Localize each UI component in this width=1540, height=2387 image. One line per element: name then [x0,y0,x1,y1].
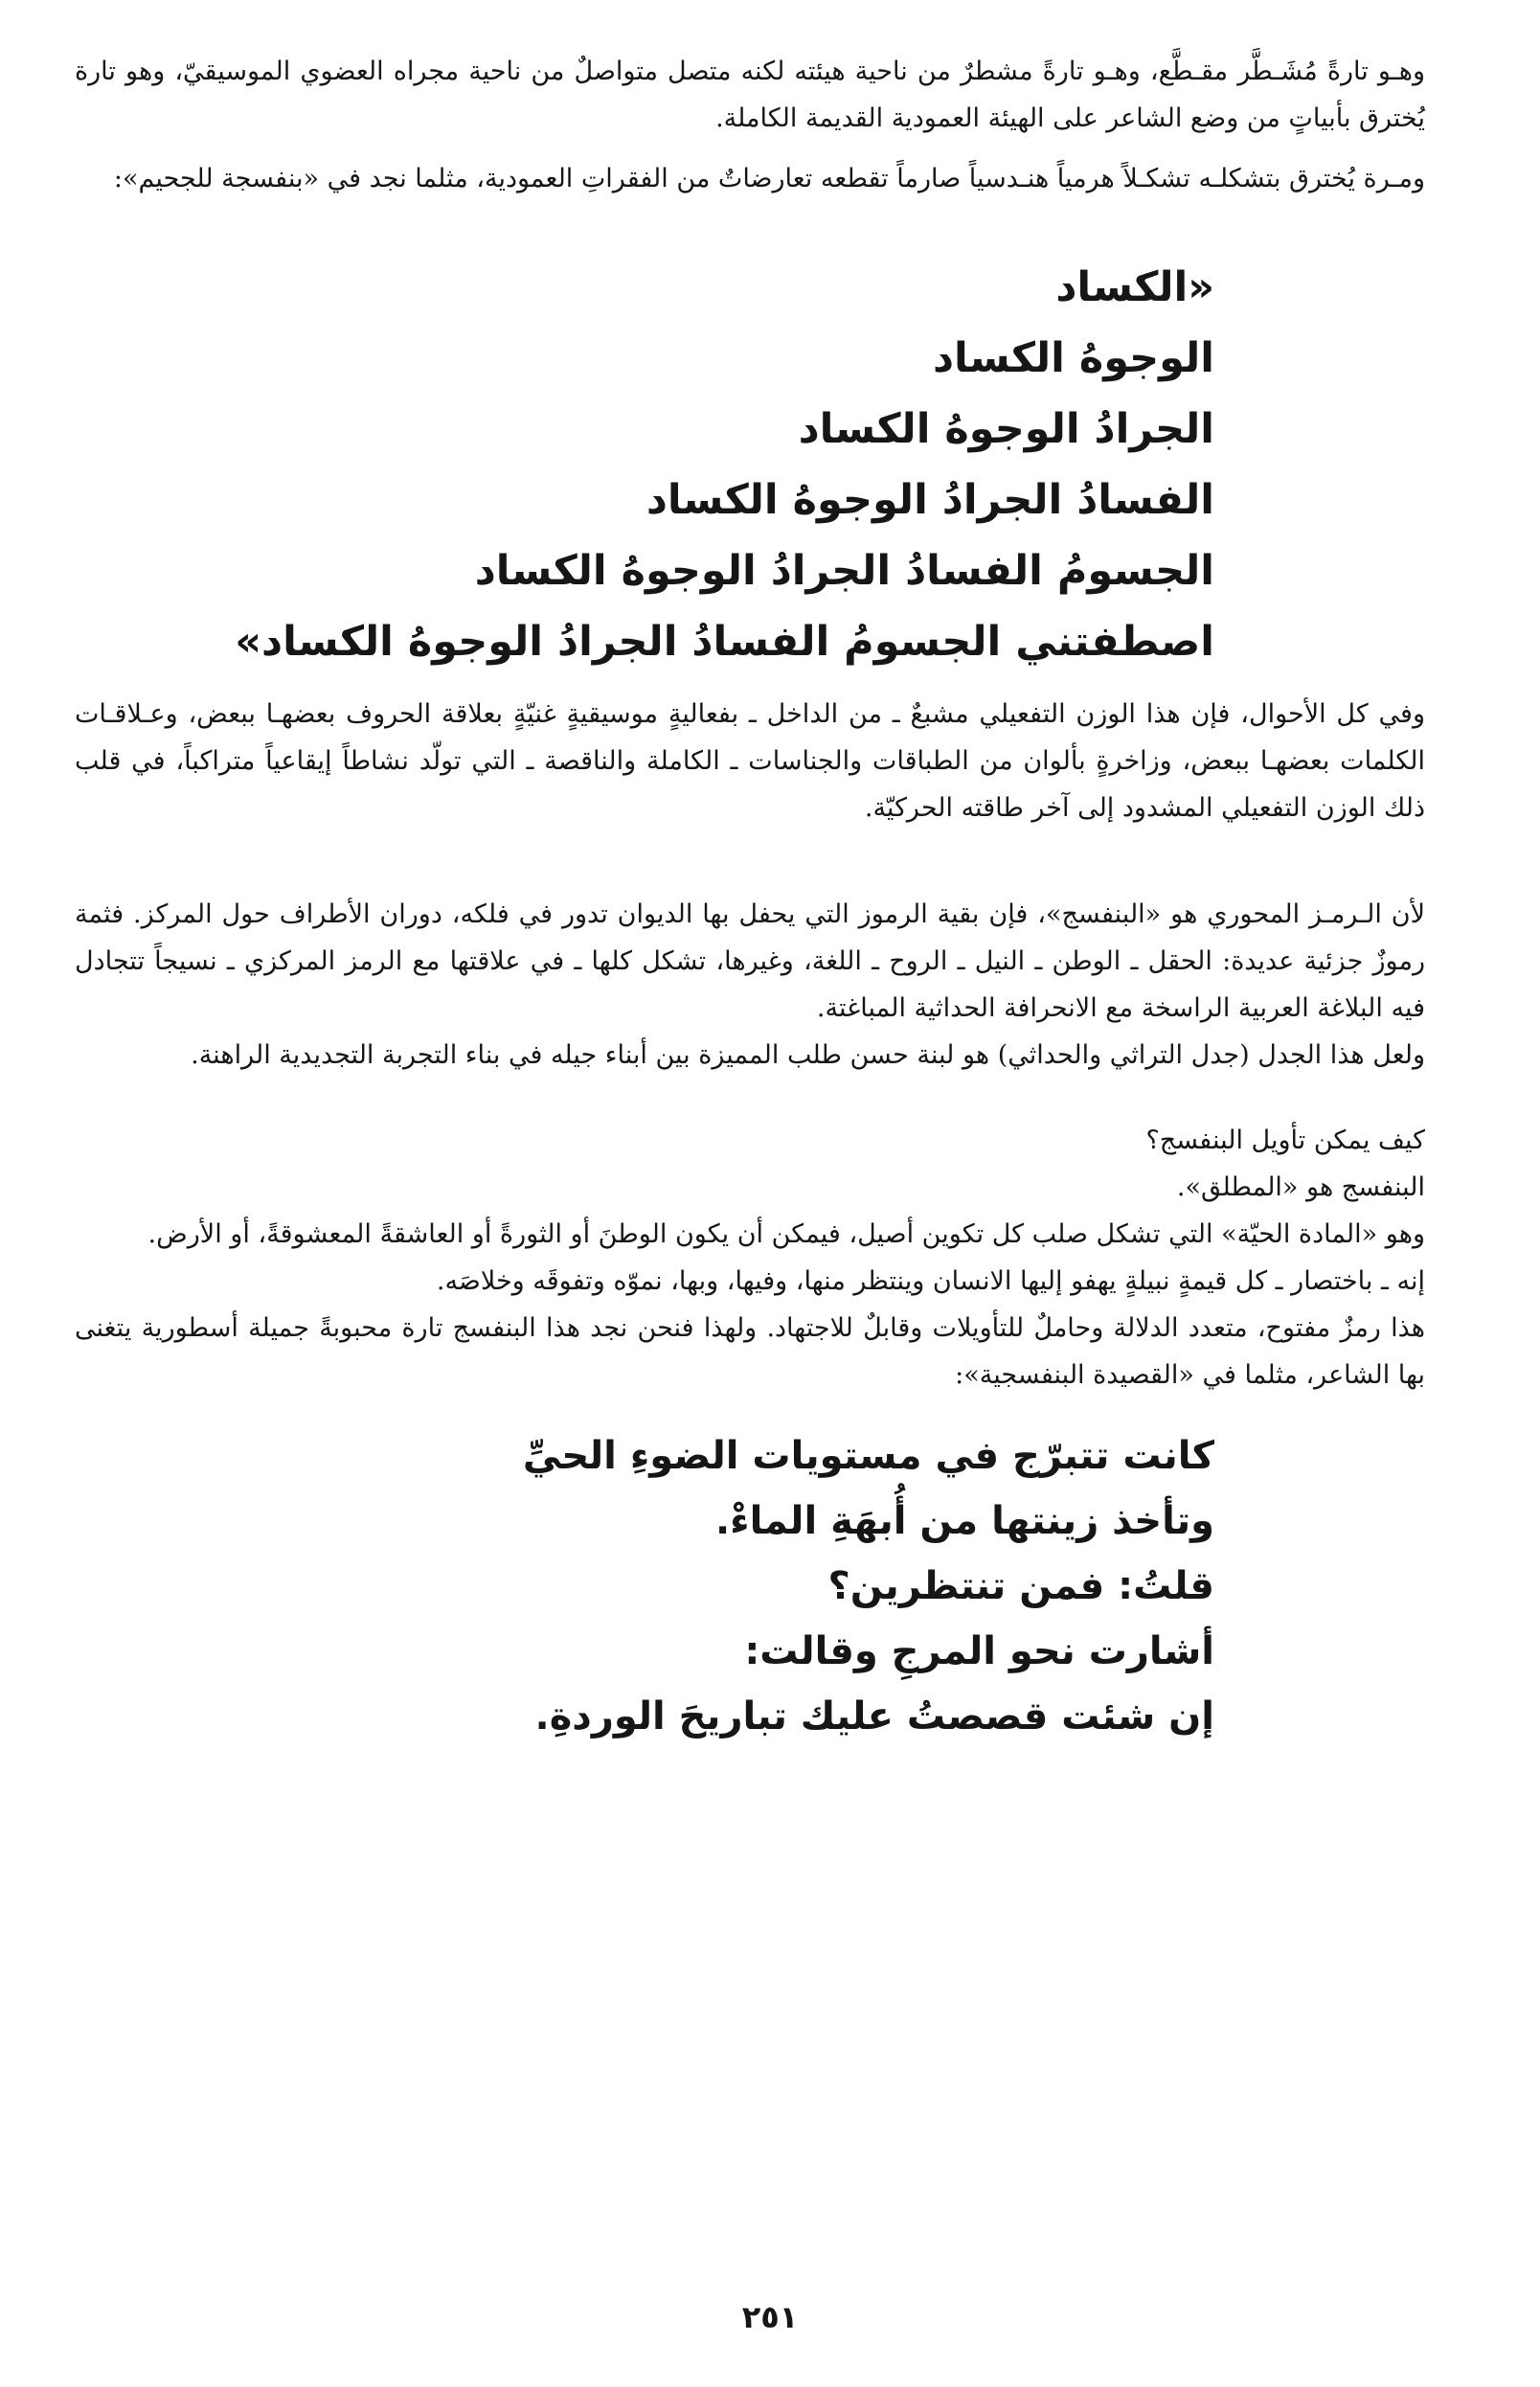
poem-1-line-3: الجرادُ الوجوهُ الكساد [798,405,1214,453]
paragraph-4: لأن الـرمـز المحوري هو «البنفسج»، فإن بقية الرموز التي يحفل بها الديوان تدور في فلكه، دوران الأطراف حول المركز. فثمة رموزٌ جزئية عديدة: الحقل ـ الوطن ـ النيل ـ الروح ـ اللغة، وغيرها، تشكل كلها ـ في علاقتها مع الرمز المركزي ـ نسيجاً تتجادل فيه البلاغة العربية الراسخة مع الانحرافة الحداثية المباغتة. [75,899,1425,1023]
poem-1-line-5: الجسومُ الفسادُ الجرادُ الوجوهُ الكساد [474,547,1214,595]
poem-2-line-4: أشارت نحو المرجِ وقالت: [744,1629,1214,1673]
paragraph-9: إنه ـ باختصار ـ كل قيمةٍ نبيلةٍ يهفو إليها الانسان وينتظر منها، وفيها، وبها، نموّه وتفوقَه وخلاصَه. [436,1266,1425,1296]
paragraph-1: وهـو تارةً مُشَـطَّر مقـطَّع، وهـو تارةً مشطرٌ من ناحية هيئته لكنه متصل متواصلٌ من ناحية مجراه العضوي الموسيقيّ، وهو تارة يُخترق بأبياتٍ من وضع الشاعر على الهيئة العمودية القديمة الكاملة. [75,57,1425,133]
poem-2-line-5: إن شئت قصصتُ عليك تباريحَ الوردةِ. [534,1694,1214,1739]
paragraph-5: ولعل هذا الجدل (جدل التراثي والحداثي) هو لبنة حسن طلب المميزة بين أبناء جيله في بناء التجربة التجديدية الراهنة. [191,1040,1425,1070]
paragraph-8: وهو «المادة الحيّة» التي تشكل صلب كل تكوين أصيل، فيمكن أن يكون الوطنَ أو الثورةً أو العاشقةً المعشوقةً، أو الأرض. [147,1219,1425,1249]
poem-1-line-1: «الكساد [1055,263,1214,311]
poem-1-line-6: اصطفتني الجسومُ الفسادُ الجرادُ الوجوهُ الكساد» [235,618,1214,666]
paragraph-3: وفي كل الأحوال، فإن هذا الوزن التفعيلي مشبعٌ ـ من الداخل ـ بفعاليةٍ موسيقيةٍ غنيّةٍ بعلاقة الحروف بعضهـا ببعض، وعـلاقـات الكلمات بعضهـا ببعض، وزاخرةٍ بألوان من الطباقات والجناسات ـ الكاملة والناقصة ـ التي تولّد نشاطاً إيقاعياً متراكباً، في قلب ذلك الوزن التفعيلي المشدود إلى آخر طاقته الحركيّة. [75,699,1425,823]
paragraph-6: كيف يمكن تأويل البنفسج؟ [1145,1125,1425,1155]
poem-block-2 [75,1423,1425,1749]
poem-1-line-2: الوجوهُ الكساد [932,334,1214,382]
poem-2-line-1: كانت تتبرّج في مستويات الضوءِ الحيِّ [522,1434,1214,1478]
page-number: ٢٥١ [741,2299,799,2335]
page-body [75,48,1425,1749]
paragraph-2: ومـرة يُخترق بتشكلـه تشكـلاً هرمياً هنـدسياً صارماً تقطعه تعارضاتٌ من الفقراتِ العمودية، مثلما نجد في «بنفسجة للجحيم»: [113,164,1425,193]
poem-2-line-3: قلتُ: فمن تنتظرين؟ [827,1564,1214,1608]
poem-block-1 [75,252,1425,677]
paragraph-10: هذا رمزٌ مفتوح، متعدد الدلالة وحاملٌ للتأويلات وقابلٌ للاجتهاد. ولهذا فنحن نجد هذا البنفسج تارة محبوبةً جميلة أسطورية يتغنى بها الشاعر، مثلما في «القصيدة البنفسجية»: [75,1313,1425,1390]
paragraph-7: البنفسج هو «المطلق». [1176,1172,1425,1202]
poem-1-line-4: الفسادُ الجرادُ الوجوهُ الكساد [645,476,1214,524]
poem-2-line-2: وتأخذ زينتها من أُبهَةِ الماءْ. [714,1499,1214,1543]
